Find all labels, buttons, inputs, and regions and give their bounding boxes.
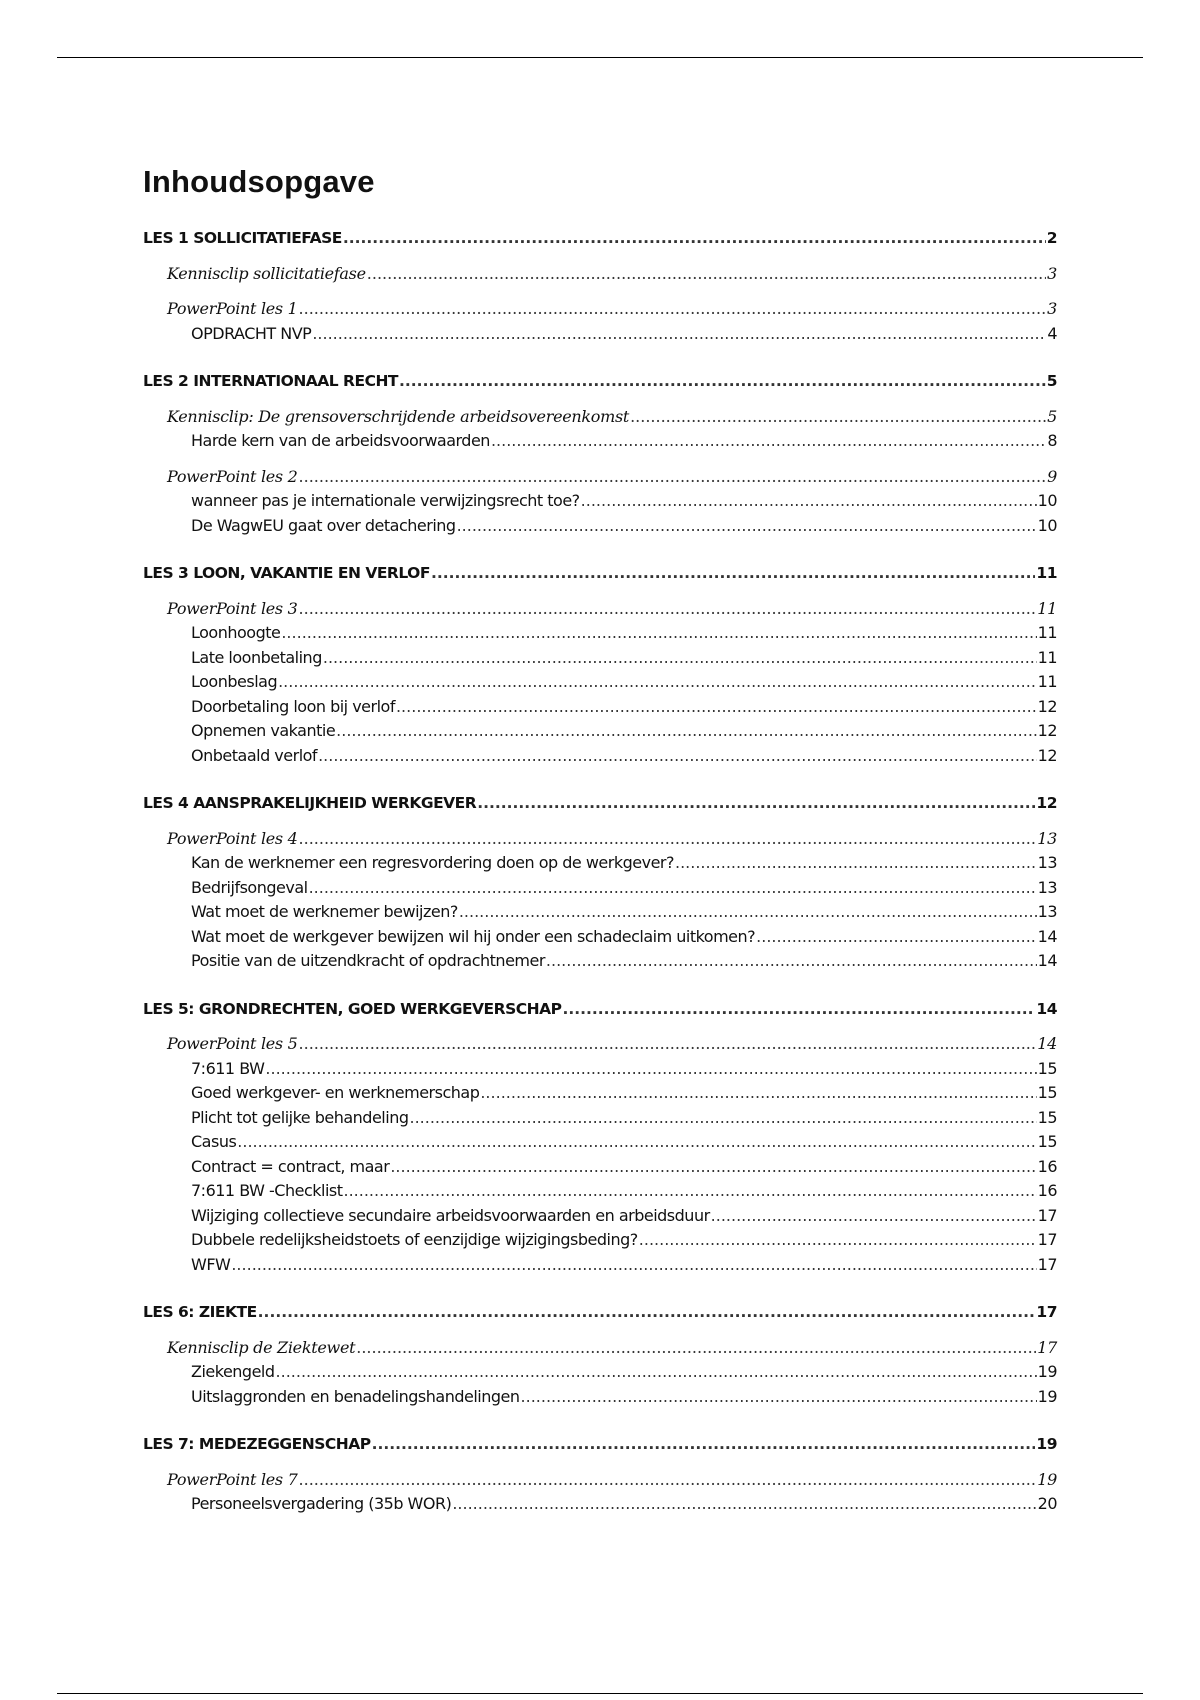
toc-page-number: 5	[1046, 372, 1057, 390]
header-rule	[57, 57, 1143, 58]
toc-entry-level-3[interactable]	[143, 621, 1057, 646]
toc-entry-level-1[interactable]	[143, 791, 1057, 816]
toc-page-number: 13	[1037, 877, 1057, 897]
toc-dot-leader	[581, 489, 1037, 514]
toc-page-number: 11	[1036, 564, 1057, 582]
toc-entry-level-2[interactable]	[143, 597, 1057, 622]
toc-dot-leader	[562, 997, 1035, 1022]
toc-entry-level-3[interactable]	[143, 1130, 1057, 1155]
toc-page-number: 14	[1037, 951, 1057, 970]
toc-page-number: 5	[1047, 406, 1057, 426]
toc-entry-level-2[interactable]	[143, 262, 1057, 287]
toc-dot-leader	[521, 1385, 1037, 1410]
toc-entry-level-3[interactable]	[143, 1204, 1057, 1229]
toc-page-number: 11	[1037, 672, 1057, 691]
toc-entry-title: LES 7: MEDEZEGGENSCHAP	[143, 1435, 371, 1453]
toc-entry-level-3[interactable]	[143, 1057, 1057, 1082]
toc-dot-leader	[459, 900, 1037, 925]
toc-page-number: 12	[1037, 696, 1057, 716]
toc-dot-leader	[344, 1179, 1037, 1204]
toc-dot-leader	[312, 322, 1046, 347]
toc-entry-title: Late loonbetaling	[191, 647, 322, 667]
toc-page-number: 12	[1036, 794, 1057, 812]
toc-page-number: 4	[1047, 323, 1057, 343]
toc-dot-leader	[431, 561, 1035, 586]
toc-entry-title: Kennisclip de Ziektewet	[167, 1337, 356, 1357]
toc-entry-title: Harde kern van de arbeidsvoorwaarden	[191, 431, 490, 450]
toc-entry-title: Opnemen vakantie	[191, 721, 336, 740]
toc-entry-title: Loonhoogte	[191, 623, 281, 642]
toc-entry-title: Goed werkgever- en werknemerschap	[191, 1083, 480, 1102]
toc-dot-leader	[410, 1106, 1037, 1131]
toc-dot-leader	[299, 827, 1037, 852]
toc-page-number: 3	[1047, 263, 1057, 283]
toc-dot-leader	[390, 1155, 1036, 1180]
toc-page-number: 3	[1047, 299, 1057, 318]
toc-entry-title: Kennisclip: De grensoverschrijdende arbeidsovereenkomst	[167, 406, 630, 426]
toc-dot-leader	[367, 262, 1046, 287]
toc-entry-title: LES 4 AANSPRAKELIJKHEID WERKGEVER	[143, 794, 477, 812]
toc-entry-title: 7:611 BW	[191, 1058, 265, 1078]
toc-dot-leader	[452, 1492, 1036, 1517]
toc-page-number: 14	[1036, 999, 1057, 1018]
toc-entry-title: Doorbetaling loon bij verlof	[191, 696, 395, 716]
toc-entry-title: Casus	[191, 1132, 237, 1151]
toc-entry-title: WFW	[191, 1254, 231, 1274]
toc-dot-leader	[281, 621, 1036, 646]
toc-entry-title: PowerPoint les 3	[167, 598, 298, 618]
toc-entry-level-3[interactable]	[143, 1155, 1057, 1180]
toc-page-number: 12	[1037, 745, 1057, 765]
toc-entry-title: OPDRACHT NVP	[191, 323, 312, 343]
toc-entry-title: Plicht tot gelijke behandeling	[191, 1107, 409, 1127]
toc-dot-leader	[372, 1432, 1036, 1457]
toc-entry-title: Dubbele redelijksheidstoets of eenzijdige wijzigingsbeding?	[191, 1230, 638, 1249]
toc-entry-title: LES 3 LOON, VAKANTIE EN VERLOF	[143, 564, 430, 582]
toc-page-number: 13	[1037, 853, 1057, 872]
toc-entry-level-3[interactable]	[143, 695, 1057, 720]
toc-entry-title: Wat moet de werkgever bewijzen wil hij onder een schadeclaim uitkomen?	[191, 926, 756, 946]
toc-entry-title: PowerPoint les 5	[167, 1034, 298, 1053]
toc-entry-level-3[interactable]	[143, 719, 1057, 744]
toc-entry-level-1[interactable]	[143, 1432, 1057, 1457]
toc-entry-title: LES 5: GRONDRECHTEN, GOED WERKGEVERSCHAP	[143, 999, 562, 1018]
toc-page-number: 15	[1037, 1132, 1057, 1151]
toc-page-number: 12	[1037, 721, 1057, 740]
toc-dot-leader	[639, 1228, 1037, 1253]
toc-page-number: 8	[1047, 431, 1057, 450]
toc-dot-leader	[356, 1336, 1036, 1361]
toc-dot-leader	[396, 695, 1037, 720]
toc-entry-level-3[interactable]	[143, 1106, 1057, 1131]
toc-entry-title: Loonbeslag	[191, 672, 278, 691]
toc-page-number: 19	[1037, 1469, 1057, 1489]
toc-dot-leader	[231, 1253, 1036, 1278]
toc-entry-level-3[interactable]	[143, 925, 1057, 950]
toc-entry-title: PowerPoint les 2	[167, 466, 298, 486]
toc-entry-title: PowerPoint les 7	[167, 1469, 298, 1489]
toc-entry-title: PowerPoint les 4	[167, 828, 298, 848]
toc-page-number: 19	[1037, 1386, 1057, 1406]
toc-dot-leader	[299, 1468, 1037, 1493]
toc-entry-level-3[interactable]	[143, 1360, 1057, 1385]
toc-entry-level-2[interactable]	[143, 1032, 1057, 1057]
toc-entry-level-2[interactable]	[143, 1336, 1057, 1361]
toc-dot-leader	[299, 597, 1037, 622]
toc-entry-title: LES 2 INTERNATIONAAL RECHT	[143, 372, 399, 390]
toc-page-number: 19	[1037, 1362, 1057, 1381]
toc-entry-title: PowerPoint les 1	[167, 299, 298, 318]
toc-entry-title: Kennisclip sollicitatiefase	[167, 263, 366, 283]
toc-entry-title: Contract = contract, maar	[191, 1156, 390, 1176]
toc-dot-leader	[457, 514, 1037, 539]
toc-page-number: 17	[1036, 1303, 1057, 1321]
footer-rule	[57, 1693, 1143, 1694]
toc-entry-level-1[interactable]	[143, 369, 1057, 394]
toc-page-number: 14	[1037, 926, 1057, 946]
toc-entry-level-3[interactable]	[143, 646, 1057, 671]
toc-dot-leader	[258, 1300, 1036, 1325]
toc-entry-title: Personeelsvergadering (35b WOR)	[191, 1494, 452, 1513]
toc-page-number: 20	[1037, 1494, 1057, 1513]
toc-entry-level-2[interactable]	[143, 465, 1057, 490]
toc-dot-leader	[318, 744, 1037, 769]
toc-dot-leader	[336, 719, 1036, 744]
toc-dot-leader	[711, 1204, 1037, 1229]
toc-entry-level-3[interactable]	[143, 1253, 1057, 1278]
toc-page-number: 15	[1037, 1107, 1057, 1127]
toc-dot-leader	[756, 925, 1036, 950]
toc-page-number: 17	[1037, 1337, 1057, 1357]
toc-entry-level-3[interactable]	[143, 670, 1057, 695]
toc-entry-title: LES 6: ZIEKTE	[143, 1303, 257, 1321]
toc-entry-title: 7:611 BW -Checklist	[191, 1181, 343, 1200]
toc-page-number: 17	[1037, 1230, 1057, 1249]
toc-dot-leader	[477, 791, 1035, 816]
toc-entry-level-3[interactable]	[143, 1228, 1057, 1253]
toc-entry-title: Ziekengeld	[191, 1362, 275, 1381]
toc-entry-level-3[interactable]	[143, 744, 1057, 769]
toc-dot-leader	[299, 297, 1047, 322]
toc-entry-level-3[interactable]	[143, 1385, 1057, 1410]
toc-entry-title: De WagwEU gaat over detachering	[191, 515, 456, 535]
toc-entry-level-3[interactable]	[143, 876, 1057, 901]
toc-dot-leader	[278, 670, 1037, 695]
toc-page-number: 16	[1037, 1181, 1057, 1200]
toc-page-number: 17	[1037, 1205, 1057, 1225]
toc-page-number: 14	[1037, 1034, 1057, 1053]
toc-dot-leader	[299, 465, 1047, 490]
table-of-contents	[143, 226, 1057, 1517]
toc-entry-level-1[interactable]	[143, 226, 1057, 251]
toc-entry-title: wanneer pas je internationale verwijzingsrecht toe?	[191, 491, 580, 510]
toc-page-number: 15	[1037, 1083, 1057, 1102]
toc-dot-leader	[480, 1081, 1036, 1106]
toc-page-number: 2	[1046, 229, 1057, 247]
toc-dot-leader	[276, 1360, 1037, 1385]
toc-dot-leader	[675, 851, 1037, 876]
toc-dot-leader	[299, 1032, 1037, 1057]
toc-dot-leader	[237, 1130, 1036, 1155]
toc-entry-title: Wijziging collectieve secundaire arbeidsvoorwaarden en arbeidsduur	[191, 1205, 710, 1225]
toc-entry-level-2[interactable]	[143, 827, 1057, 852]
toc-entry-level-1[interactable]	[143, 561, 1057, 586]
toc-page-number: 11	[1037, 647, 1057, 667]
toc-entry-title: Kan de werknemer een regresvordering doen op de werkgever?	[191, 853, 674, 872]
toc-entry-level-2[interactable]	[143, 405, 1057, 430]
toc-page-number: 13	[1037, 828, 1057, 848]
toc-entry-level-3[interactable]	[143, 1081, 1057, 1106]
toc-entry-level-3[interactable]	[143, 429, 1057, 454]
page-title: Inhoudsopgave	[143, 164, 375, 199]
toc-dot-leader	[491, 429, 1046, 454]
toc-entry-level-3[interactable]	[143, 1179, 1057, 1204]
toc-page-number: 10	[1037, 515, 1057, 535]
toc-entry-title: Bedrijfsongeval	[191, 877, 308, 897]
toc-entry-level-3[interactable]	[143, 1492, 1057, 1517]
toc-page-number: 16	[1037, 1156, 1057, 1176]
toc-page-number: 10	[1037, 491, 1057, 510]
toc-dot-leader	[399, 369, 1046, 394]
toc-page-number: 17	[1037, 1254, 1057, 1274]
toc-dot-leader	[323, 646, 1037, 671]
toc-entry-level-3[interactable]	[143, 949, 1057, 974]
toc-entry-title: Positie van de uitzendkracht of opdrachtnemer	[191, 951, 545, 970]
toc-entry-level-1[interactable]	[143, 997, 1057, 1022]
toc-dot-leader	[309, 876, 1037, 901]
toc-page-number: 11	[1037, 598, 1057, 618]
toc-page-number: 19	[1036, 1435, 1057, 1453]
toc-page-number: 13	[1037, 902, 1057, 921]
toc-dot-leader	[546, 949, 1037, 974]
toc-entry-level-3[interactable]	[143, 489, 1057, 514]
toc-page-number: 11	[1037, 623, 1057, 642]
toc-dot-leader	[265, 1057, 1036, 1082]
toc-dot-leader	[343, 226, 1046, 251]
toc-entry-level-3[interactable]	[143, 851, 1057, 876]
toc-entry-title: Wat moet de werknemer bewijzen?	[191, 902, 458, 921]
toc-entry-level-1[interactable]	[143, 1300, 1057, 1325]
toc-entry-level-2[interactable]	[143, 1468, 1057, 1493]
toc-entry-level-3[interactable]	[143, 900, 1057, 925]
toc-entry-title: Uitslaggronden en benadelingshandelingen	[191, 1386, 520, 1406]
toc-page-number: 9	[1047, 466, 1057, 486]
toc-page-number: 15	[1037, 1058, 1057, 1078]
toc-entry-level-3[interactable]	[143, 322, 1057, 347]
toc-entry-title: LES 1 SOLLICITATIEFASE	[143, 229, 342, 247]
toc-entry-level-2[interactable]	[143, 297, 1057, 322]
toc-dot-leader	[630, 405, 1046, 430]
toc-entry-title: Onbetaald verlof	[191, 745, 318, 765]
toc-entry-level-3[interactable]	[143, 514, 1057, 539]
